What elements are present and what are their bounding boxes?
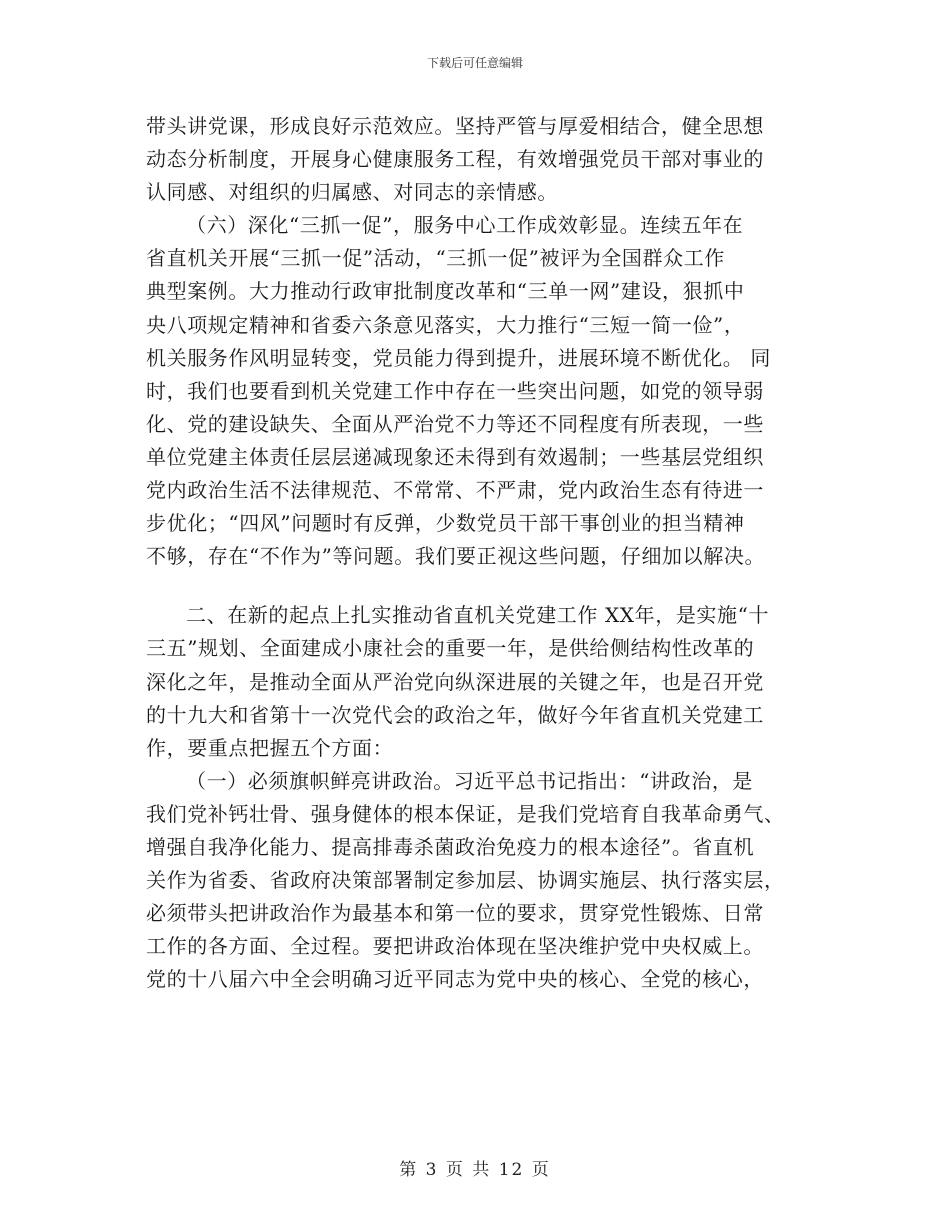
section-heading-line: 二、在新的起点上扎实推动省直机关党建工作 XX年，是实施“十 — [186, 603, 770, 628]
paragraph-line: 央八项规定精神和省委六条意见落实，大力推行“三短一简一俭”， — [146, 312, 745, 337]
page-header-note: 下载后可任意编辑 — [426, 56, 523, 70]
paragraph-line: 作，要重点把握五个方面： — [146, 735, 394, 760]
paragraph-line: 深化之年，是推动全面从严治党向纵深进展的关键之年，也是召开党 — [146, 669, 764, 694]
paragraph-line: 带头讲党课，形成良好示范效应。坚持严管与厚爱相结合，健全思想 — [146, 114, 764, 138]
paragraph-line: （一）必须旗帜鲜亮讲政治。习近平总书记指出：“讲政治，是 — [186, 768, 754, 793]
paragraph-spacer — [146, 573, 806, 599]
paragraph-line: 省直机关开展“三抓一促”活动，“三抓一促”被评为全国群众工作 — [146, 246, 725, 271]
paragraph-line: 机关服务作风明显转变，党员能力得到提升，进展环境不断优化。 同 — [146, 345, 771, 370]
paragraph-line: 化、党的建设缺失、全面从严治党不力等还不同程度有所表现，一些 — [146, 411, 764, 436]
page-number-footer: 第 3 页 共 12 页 — [399, 1160, 551, 1180]
paragraph-line: （六）深化“三抓一促”，服务中心工作成效彰显。连续五年在 — [186, 213, 744, 238]
paragraph-line: 动态分析制度，开展身心健康服务工程，有效增强党员干部对事业的 — [146, 147, 764, 172]
paragraph-line: 增强自我净化能力、提高排毒杀菌政治免疫力的根本途径”。省直机 — [146, 834, 755, 859]
paragraph-line: 必须带头把讲政治作为最基本和第一位的要求，贯穿党性锻炼、日常 — [146, 901, 764, 926]
paragraph-line: 三五”规划、全面建成小康社会的重要一年，是供给侧结构性改革的 — [146, 636, 755, 661]
paragraph-line: 党的十八届六中全会明确习近平同志为党中央的核心、全党的核心， — [146, 967, 764, 992]
paragraph-line: 时，我们也要看到机关党建工作中存在一些突出问题，如党的领导弱 — [146, 378, 764, 403]
paragraph-line: 工作的各方面、全过程。要把讲政治体现在坚决维护党中央权威上。 — [146, 934, 764, 959]
document-body — [146, 110, 806, 996]
paragraph-line: 党内政治生活不法律规范、不常常、不严肃，党内政治生态有待进一 — [146, 478, 764, 503]
paragraph-line: 不够，存在“不作为”等问题。我们要正视这些问题，仔细加以解决。 — [146, 544, 766, 569]
paragraph-line: 步优化；“四风”问题时有反弹，少数党员干部干事创业的担当精神 — [146, 511, 745, 536]
paragraph-line: 典型案例。大力推动行政审批制度改革和“三单一网”建设，狠抓中 — [146, 279, 745, 304]
paragraph-line: 的十九大和省第十一次党代会的政治之年，做好今年省直机关党建工 — [146, 702, 764, 727]
paragraph-line: 关作为省委、省政府决策部署制定参加层、协调实施层、执行落实层， — [146, 868, 785, 893]
paragraph-line: 单位党建主体责任层层递减现象还未得到有效遏制；一些基层党组织 — [146, 444, 764, 469]
paragraph-line: 认同感、对组织的归属感、对同志的亲情感。 — [146, 180, 558, 205]
paragraph-line: 我们党补钙壮骨、强身健体的根本保证，是我们党培育自我革命勇气、 — [146, 801, 785, 826]
